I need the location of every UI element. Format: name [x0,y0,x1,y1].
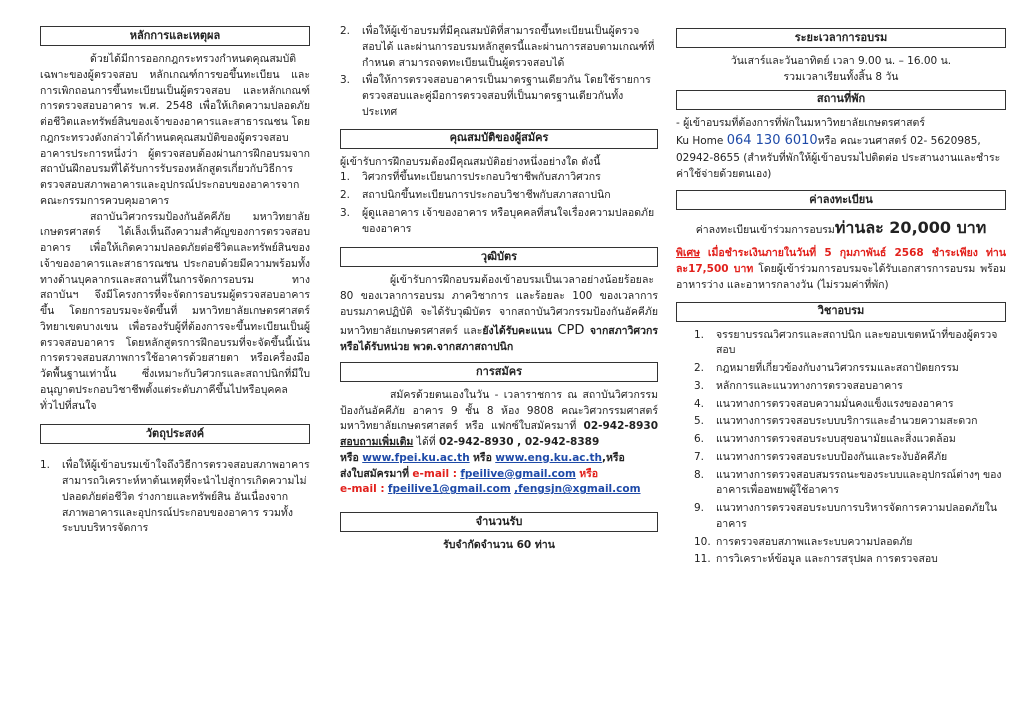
lodging-line-1: - ผู้เข้าอบรมที่ต้องการที่พักในมหาวิทยาลัยเกษตรศาสตร์ [676,116,925,129]
subject-item-number: 1. [694,328,705,341]
certificate-bold: ยังได้รับคะแนน [482,324,552,337]
rationale-paragraph-1: ด้วยได้มีการออกกฎกระทรวงกำหนดคุณสมบัติเฉพาะของผู้ตรวจสอบ หลักเกณฑ์การขอขึ้นทะเบียน และการเพิกถอนการขึ้นทะเบียนเป็นผู้ตรวจสอบ และหลักเกณฑ์การตรวจสอบอาคาร พ.ศ. 2548 เพื่อให้เกิดความปลอดภัยต่อชีวิตและทรัพย์สินของเจ้าของอาคารและสาธารณชน โดยกฎกระทรวงดังกล่าวได้กำหนดคุณสมบัติของผู้ตรวจสอบอาคารประการหนึ่งว่า ผู้ตรวจสอบต้องผ่านการฝึกอบรมจากสถาบันฝึกอบรมที่ได้รับการรับรองหลักสูตรเกี่ยวกับวิธีการตรวจสอบสภาพอาคารและอุปกรณ์ประกอบของอาคารจากคณะกรรมการควบคุมอาคาร [40,53,310,207]
subject-item-number: 11. [694,553,711,566]
qualification-item-number: 2. [340,189,351,201]
subject-item-number: 8. [694,468,705,481]
objective-item-number: 2. [340,25,351,37]
lodging-kuhome: Ku Home [676,135,724,148]
qualification-item-text: สถาปนิกขึ้นทะเบียนการประกอบวิชาชีพกับสภาสถาปนิก [362,189,611,201]
objective-item-text: เพื่อให้ผู้เข้าอบรมที่มีคุณสมบัติที่สามารถขึ้นทะเบียนเป็นผู้ตรวจสอบได้ และผ่านการอบรมหลักสูตรนี้และผ่านการสอบตามเกณฑ์ที่กำหนด สามารถจดทะเบียนเป็นผู้ตรวจสอบได้ [362,25,655,69]
objective-item-number: 3. [340,74,351,87]
lodging-heading: สถานที่พัก [676,90,1006,110]
subject-item [694,432,1006,448]
fee-special-text [676,246,1006,293]
period-line-2: รวมเวลาเรียนทั้งสิ้น 8 วัน [783,70,899,83]
subject-item-text: แนวทางการตรวจสอบระบบสุขอนามัยและสิ่งแวดล้อม [716,433,956,445]
application-fax: 02-942-8930 [583,420,659,433]
qualification-item [340,188,658,204]
capacity-text: รับจำกัดจำนวน 60 ท่าน [443,539,555,551]
subject-item-text: กฎหมายที่เกี่ยวข้องกับงานวิศวกรรมและสถาปัตยกรรม [716,362,959,374]
application-more-info: สอบถามเพิ่มเติม [340,436,414,448]
objectives-heading: วัตถุประสงค์ [40,424,310,444]
fee-special-detail: เมื่อชำระเงินภายในวันที่ 5 กุมภาพันธ์ 2568 ชำระเพียง ท่านละ17,500 บาท [676,247,1007,275]
certificate-text-main: ผู้เข้ารับการฝึกอบรมต้องเข้าอบรมเป็นเวลาอย่างน้อยร้อยละ 80 ของเวลาการอบรม ภาควิชาการ และร้อยละ 100 ของเวลาการอบรมภาคปฏิบัติ จะได้รับวุฒิบัตร จากสถาบันวิศวกรรมป้องกันอัคคีภัย มหาวิทยาลัยเกษตรศาสตร์ และ [340,274,658,337]
objective-item-number: 1. [40,459,51,472]
application-main: สมัครด้วยตนเองในวัน - เวลาราชการ ณ สถาบันวิศวกรรมป้องกันอัคคีภัย อาคาร 9 ชั้น 8 ห้อง 9808 คณะวิศวกรรมศาสตร์ มหาวิทยาลัยเกษตรศาสตร์ หรือ แฟกซ์ใบสมัครมาที่ [340,388,658,433]
subject-item-number: 2. [694,362,705,374]
subject-item-text: แนวทางการตรวจสอบระบบการบริหารจัดการความปลอดภัยในอาคาร [716,502,998,530]
column-middle [340,24,658,554]
email-or: หรือ [579,467,599,480]
qualification-item-number: 3. [340,206,351,219]
subject-item-number: 10. [694,535,711,548]
subject-item [694,501,1006,533]
fee-intro: ค่าลงทะเบียนเข้าร่วมการอบรม [695,224,835,237]
period-line-1: วันเสาร์และวันอาทิตย์ เวลา 9.00 น. – 16.00 น. [730,55,952,67]
objectives-list-continued [340,24,658,121]
subject-item-number: 5. [694,415,705,428]
lodging-phone: 064 130 6010 [726,133,818,149]
fee-special-label: พิเศษ [676,247,701,260]
objective-item-text: เพื่อให้ผู้เข้าอบรมเข้าใจถึงวิธีการตรวจสอบสภาพอาคาร สามารถวิเคราะห์หาต้นเหตุที่จะนำไปสู่การเกิดความไม่ปลอดภัยต่อชีวิต ร่างกายและทรัพย์สิน อันเนื่องจากสภาพอาคารและอุปกรณ์ประกอบของอาคาร รวมทั้งระบบบริหารจัดการ [62,459,310,535]
subject-item [694,552,1006,568]
subject-item-text: แนวทางการตรวจสอบระบบบริการและอำนวยความสะดวก [716,415,978,428]
period-heading: ระยะเวลาการอบรม [676,28,1006,48]
subject-item-number: 7. [694,450,705,463]
fee-amount: ท่านละ 20,000 บาท [834,218,987,238]
subject-item-text: การตรวจสอบสภาพและระบบความปลอดภัย [716,535,913,548]
subject-item-text: การวิเคราะห์ข้อมูล และการสรุปผล การตรวจสอบ [716,553,938,566]
subjects-list [676,328,1006,569]
rationale-paragraph-2: สถาบันวิศวกรรมป้องกันอัคคีภัย มหาวิทยาลัยเกษตรศาสตร์ ได้เล็งเห็นถึงความสำคัญของการตรวจสอบอาคาร เพื่อให้เกิดความปลอดภัยต่อชีวิตและทรัพย์สินของเจ้าของอาคารและสาธารณชน ประกอบด้วยมีความพร้อมทั้งทางด้านบุคลากรและสถานที่ในการจัดการอบรม ทางสถาบันฯ จึงมีโครงการที่จะจัดการอบรมผู้ตรวจสอบอาคารขึ้น โดยการอบรมจะจัดขึ้นที่ มหาวิทยาลัยเกษตรศาสตร์ วิทยาเขตบางเขน เพื่อรองรับผู้ที่ต้องการจะขึ้นทะเบียนเป็นผู้ตรวจสอบอาคาร โดยหลักสูตรการฝึกอบรมที่จะจัดขึ้นนี้เน้นการตรวจสอบสภาพการใช้อาคารด้วยสายตา หรือเครื่องมือวัดพื้นฐานเท่านั้น ซึ่งเหมาะกับวิศวกรและสถาปนิกที่มีใบอนุญาตประกอบวิชาชีพตั้งแต่ระดับภาคีขึ้นไปหรือบุคคลทั่วไปที่สนใจ [40,210,310,412]
email-label-1: e-mail : [412,467,457,480]
subject-item [694,468,1006,500]
objective-item-text: เพื่อให้การตรวจสอบอาคารเป็นมาตรฐานเดียวกัน โดยใช้รายการตรวจสอบและคู่มือการตรวจสอบที่เป็นมาตรฐานเดียวกันทั้งประเทศ [362,74,651,118]
subject-item-number: 9. [694,502,705,514]
website-link-eng[interactable]: www.eng.ku.ac.th [495,451,602,464]
certificate-heading: วุฒิบัตร [340,247,658,267]
subject-item [694,361,1006,377]
subject-item [694,535,1006,551]
website-link-fpei[interactable]: www.fpei.ku.ac.th [362,451,470,464]
fee-heading: ค่าลงทะเบียน [676,190,1006,210]
email-label-2: e-mail : [340,483,385,496]
application-or-3: ,หรือ [602,451,625,464]
qualification-item-text: ผู้ดูแลอาคาร เจ้าของอาคาร หรือบุคคลที่สนใจเรื่องความปลอดภัยของอาคาร [362,206,655,235]
application-text [340,388,658,498]
qualification-heading: คุณสมบัติของผู้สมัคร [340,129,658,149]
subject-item-text: แนวทางการตรวจสอบระบบป้องกันและระงับอัคคีภัย [716,450,948,463]
subject-item-number: 4. [694,397,705,410]
subject-item [694,397,1006,413]
email-link-1[interactable]: fpeilive@gmail.com [460,467,576,480]
certificate-bold-2: จากสภาวิศวกร หรือได้รับหน่วย พวต.จากสภาสถาปนิก [340,324,658,353]
objectives-list [40,458,310,537]
qualification-item [340,170,658,186]
certificate-text [340,273,658,356]
column-right [676,24,1006,570]
application-or-2: หรือ [473,451,492,464]
qualification-item-text: วิศวกรที่ขึ้นทะเบียนการประกอบวิชาชีพกับสภาวิศวกร [362,171,601,184]
fee-line [676,216,1006,240]
subject-item-text: จรรยาบรรณวิศวกรและสถาปนิก และขอบเขตหน้าที่ของผู้ตรวจสอบ [716,328,998,357]
subject-item [694,379,1006,395]
column-left [40,22,310,539]
application-at: ได้ที่ [416,436,436,448]
qualification-item-number: 1. [340,171,351,184]
subjects-heading: วิชาอบรม [676,302,1006,322]
subject-item-number: 6. [694,433,705,445]
capacity-heading: จำนวนรับ [340,512,658,532]
qualification-list [340,170,658,237]
subject-item [694,450,1006,466]
rationale-heading: หลักการและเหตุผล [40,26,310,46]
email-link-3[interactable]: ,fengsjn@xgmail.com [514,483,641,496]
qualification-intro: ผู้เข้ารับการฝึกอบรมต้องมีคุณสมบัติอย่างหนึ่งอย่างใด ดังนี้ [340,155,601,168]
objective-item [340,73,658,120]
application-or: หรือ [340,451,359,464]
fee-rest: โดยผู้เข้าร่วมการอบรมจะได้รับเอกสารการอบรม พร้อมอาหารว่าง และอาหารกลางวัน (ไม่รวมค่าที่พัก) [676,263,1006,291]
lodging-text [676,116,1006,183]
objective-item [40,458,310,537]
subject-item [694,414,1006,430]
application-heading: การสมัคร [340,362,658,382]
objective-item [340,24,658,71]
subject-item-text: หลักการและแนวทางการตรวจสอบอาคาร [716,379,903,392]
certificate-cpd: CPD [557,322,585,338]
email-link-2[interactable]: fpeilive1@gmail.com [387,483,511,496]
subject-item-text: แนวทางการตรวจสอบความมั่นคงแข็งแรงของอาคาร [716,397,954,410]
subject-item-text: แนวทางการตรวจสอบสมรรถนะของระบบและอุปกรณ์ต่างๆ ของอาคารเพื่ออพยพผู้ใช้อาคาร [716,468,1002,497]
application-phones: 02-942-8930 , 02-942-8389 [439,436,600,448]
subject-item [694,328,1006,360]
lodging-line-2: หรือ คณะวนศาสตร์ 02- 5620985, 02942-8655 (สำหรับที่พักให้ผู้เข้าอบรมไปติดต่อ ประสานงานและชำระค่าใช้จ่ายด้วยตนเอง) [676,135,1001,180]
qualification-item [340,206,658,238]
send-label: ส่งใบสมัครมาที่ [340,467,410,480]
subject-item-number: 3. [694,379,705,392]
